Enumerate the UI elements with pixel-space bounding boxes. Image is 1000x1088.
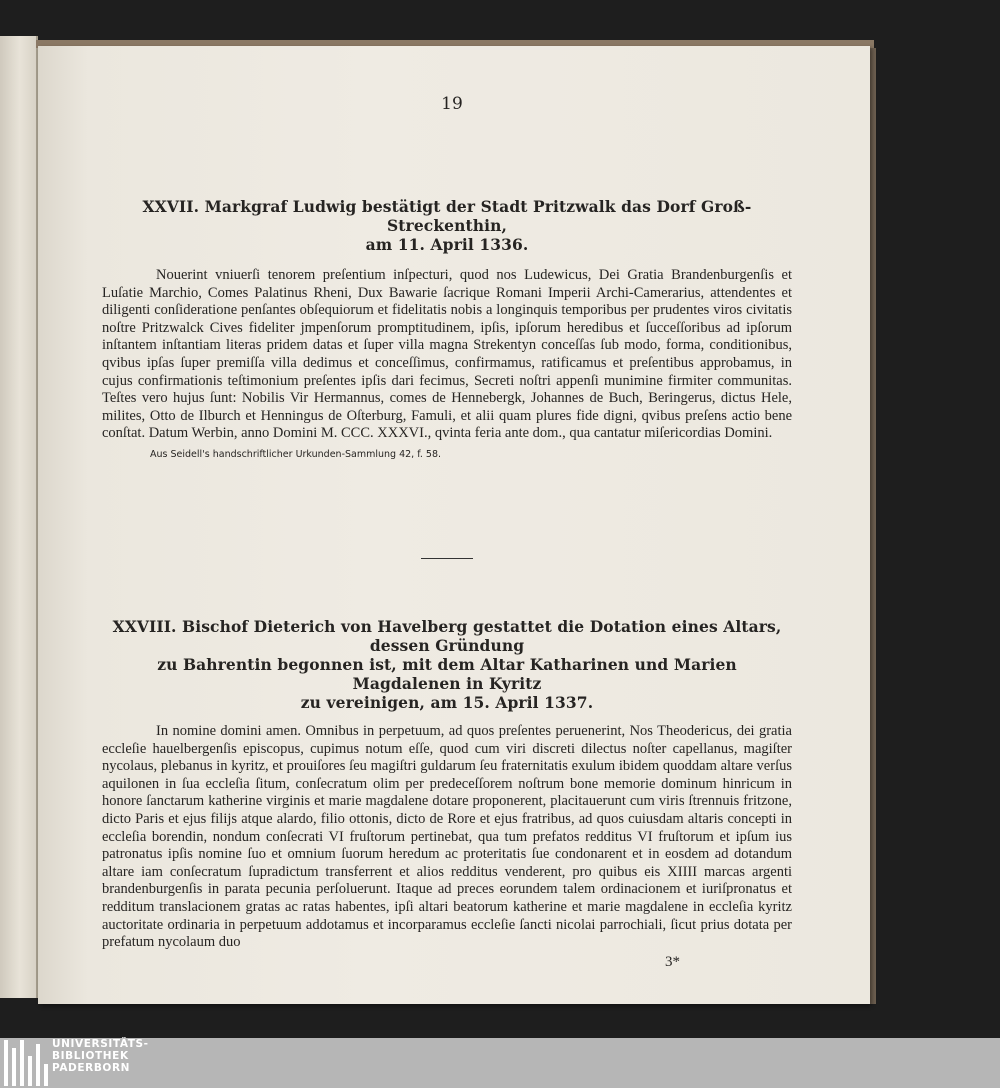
doc2-title-line2: zu Bahrentin begonnen ist, mit dem Altar Katharinen und Marien Magdalenen in Kyritz [157, 655, 737, 693]
doc1-title-line2: am 11. April 1336. [365, 235, 529, 254]
library-footer-bar [0, 1038, 1000, 1088]
left-page-edge [0, 36, 38, 998]
library-line2: BIBLIOTHEK [52, 1050, 129, 1062]
divider-rule [421, 558, 473, 559]
scanned-page [38, 46, 870, 1004]
document-xxvii [102, 197, 792, 460]
divider-rule-wrap [102, 558, 792, 559]
signature-mark: 3* [665, 953, 680, 970]
library-line1: UNIVERSITÄTS- [52, 1038, 149, 1050]
doc1-body: Nouerint vniuerſi tenorem preſentium inſpecturi, quod nos Ludewicus, Dei Gratia Brandenburgenſis et Luſatie Marchio, Comes Palatinus Rheni, Dux Bawarie ſacrique Romani Imperii Archi-Camerarius, attendentes et diligenti conſideratione penſantes obſequiorum et fidelitatis nobis a longinquis temporibus per prudentes viros civitatis noſtre Pritzwalck Cives fideliter jmpenſorum promptitudinem, ipſis, ipſorum heredibus et ſucceſſoribus ad ipſorum inſtantem inſtantiam literas pridem datas et ſuper villa magna Strekentyn conceſſas ſub modo, forma, conditionibus, qvibus ipſas ſuper premiſſa villa dedimus et conceſſimus, confirmamus, ratificamus et preſentibus approbamus, in cujus confirmationis teſtimonium preſentes ipſis dari fecimus, Secreti noſtri appenſi munimine firmiter communitas. Teſtes vero hujus ſunt: Nobilis Vir Hermannus, comes de Hennebergk, Johannes de Buch, Beringerus, dictus Hele, milites, Otto de Ilburch et Henningus de Oſterburg, Famuli, et alii quam plures fide digni, qvibus preſens actio bene conſtat. Datum Werbin, anno Domini M. CCC. XXXVI., qvinta feria ante dom., qua cantatur miſericordias Domini. [102, 267, 792, 442]
page-number: 19 [441, 94, 463, 114]
doc2-title-line1: XXVIII. Bischof Dieterich von Havelberg gestattet die Dotation eines Altars, dessen Gründung [112, 617, 782, 655]
doc1-source: Aus Seidell's handschriftlicher Urkunden-Sammlung 42, f. 58. [150, 448, 442, 460]
library-logo-icon [4, 1040, 48, 1086]
document-xxviii [102, 617, 792, 971]
doc2-title-line3: zu vereinigen, am 15. April 1337. [300, 693, 594, 712]
doc1-title-line1: XXVII. Markgraf Ludwig bestätigt der Stadt Pritzwalk das Dorf Groß-Streckenthin, [142, 197, 752, 235]
doc2-body: In nomine domini amen. Omnibus in perpetuum, ad quos preſentes peruenerint, Nos Theodericus, dei gratia eccleſie hauelbergenſis episcopus, cupimus notum eſſe, quod cum viri discreti dilectus noſter capellanus, magiſter nycolaus, plebanus in kyritz, et prouiſores ſeu magiſtri guldarum ſeu fraternitatis exulum ibidem quoddam altare verſus aquilonen in ſua eccleſia ſitum, conſecratum olim per predeceſſorem noſtrum bone memorie dominum hinricum in honore ſanctarum katherine virginis et marie magdalene dotare proponerent, placitauerunt cum viris ſtrennuis fritzone, dicto Paris et ejus filijs atque alardo, filio ottonis, dicto de Rore et ejus fratribus, ad quos cuiusdam altaris concepti in eccleſia borendin, nondum conſecrati VI fruſtorum pertinebat, qua tum prefatos redditus VI fruſtorum et ipſum ius patronatus ipſis nomine ſuo et omnium ſuorum heredum ac proteritatis ſue condonarent et in eosdem ad dotandum altare iam conſecratum ſupradictum transferrent et alios redditus venderent, pro quibus eis XIIII marcas argenti brandenburgenſis in parata pecunia perſoluerunt. Itaque ad preces eorundem talem ordinacionem et iuriſpronatus et redditum translacionem gratas ac ratas habentes, ipſi altari beatorum katherine et marie magdalene in eccleſia kyritz auctoritate ordinaria in perpetuum addotamus et incorparamus eccleſie ſancti nicolai parrochiali, ſicut prius dotata per prefatum nycolaum duo [102, 723, 792, 951]
library-logo-text [52, 1038, 149, 1074]
library-line3: PADERBORN [52, 1062, 131, 1074]
